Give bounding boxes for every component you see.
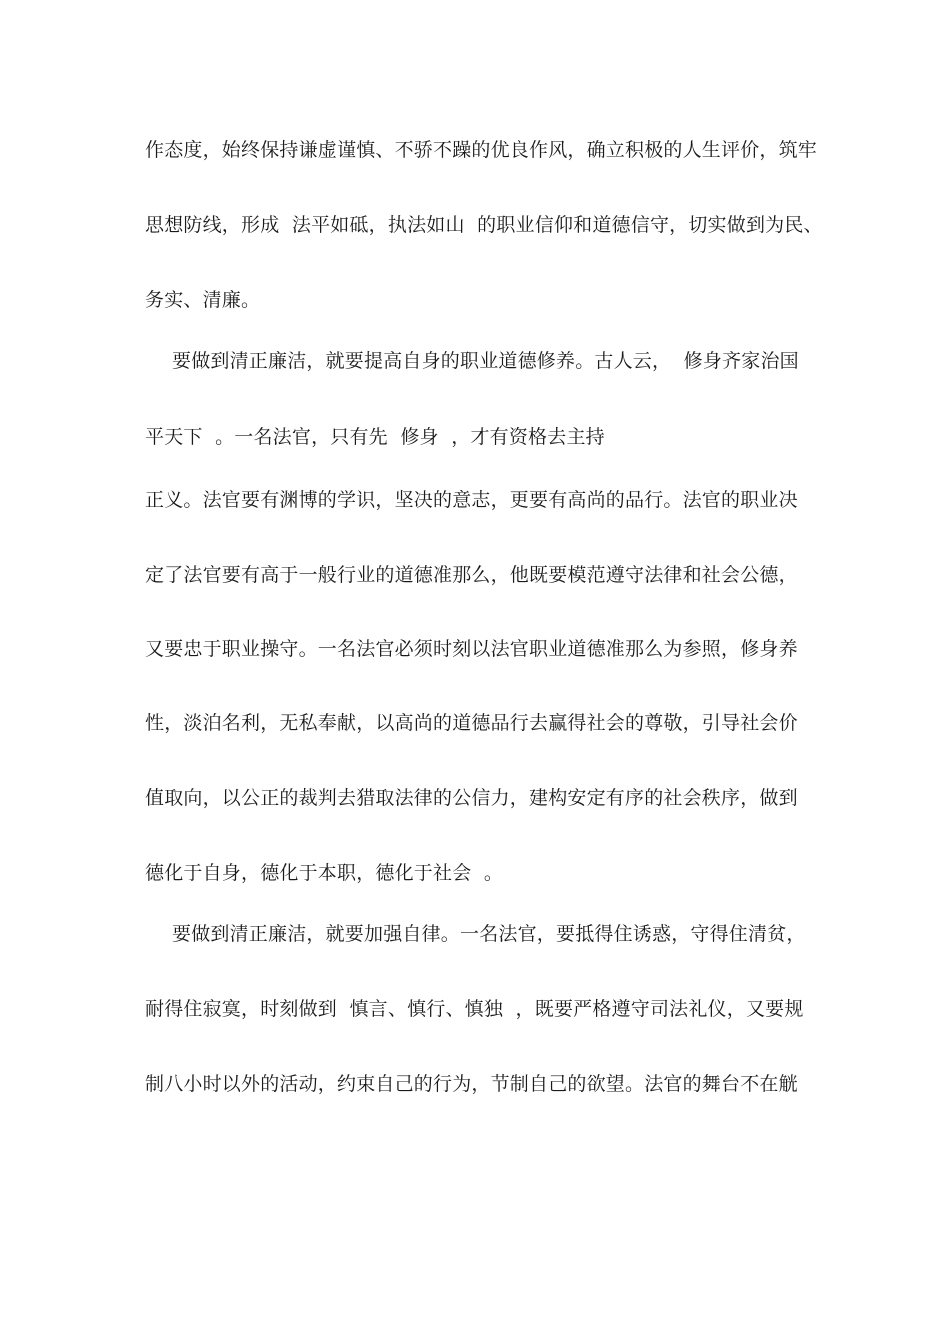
text-line-9: 性，淡泊名利，无私奉献，以高尚的道德品行去赢得社会的尊敬，引导社会价 [145, 712, 798, 734]
text-line-2: 思想防线，形成 法平如砥，执法如山 的职业信仰和道德信守，切实做到为民、 [145, 214, 823, 236]
text-line-13: 耐得住寂寞，时刻做到 慎言、慎行、慎独 ，既要严格遵守司法礼仪，又要规 [145, 998, 804, 1020]
text-line-7: 定了法官要有高于一般行业的道德准那么，他既要模范遵守法律和社会公德， [145, 564, 798, 586]
text-line-3: 务实、清廉。 [145, 289, 261, 311]
text-line-14: 制八小时以外的活动，约束自己的行为，节制自己的欲望。法官的舞台不在觥 [145, 1073, 798, 1095]
text-line-1: 作态度，始终保持谦虚谨慎、不骄不躁的优良作风，确立积极的人生评价，筑牢 [145, 139, 818, 161]
paragraph-3-first-line: 要做到清正廉洁，就要加强自律。一名法官，要抵得住诱惑，守得住清贫， [172, 923, 806, 945]
paragraph-2-first-line: 要做到清正廉洁，就要提高自身的职业道德修养。古人云， 修身齐家治国 [172, 350, 799, 372]
text-line-10: 值取向，以公正的裁判去猎取法律的公信力，建构安定有序的社会秩序，做到 [145, 787, 798, 809]
text-line-8: 又要忠于职业操守。一名法官必须时刻以法官职业道德准那么为参照，修身养 [145, 638, 798, 660]
text-line-6: 正义。法官要有渊博的学识，坚决的意志，更要有高尚的品行。法官的职业决 [145, 489, 798, 511]
text-line-5: 平天下 。一名法官，只有先 修身 ，才有资格去主持 [145, 426, 605, 448]
text-line-11: 德化于自身，德化于本职，德化于社会 。 [145, 862, 504, 884]
